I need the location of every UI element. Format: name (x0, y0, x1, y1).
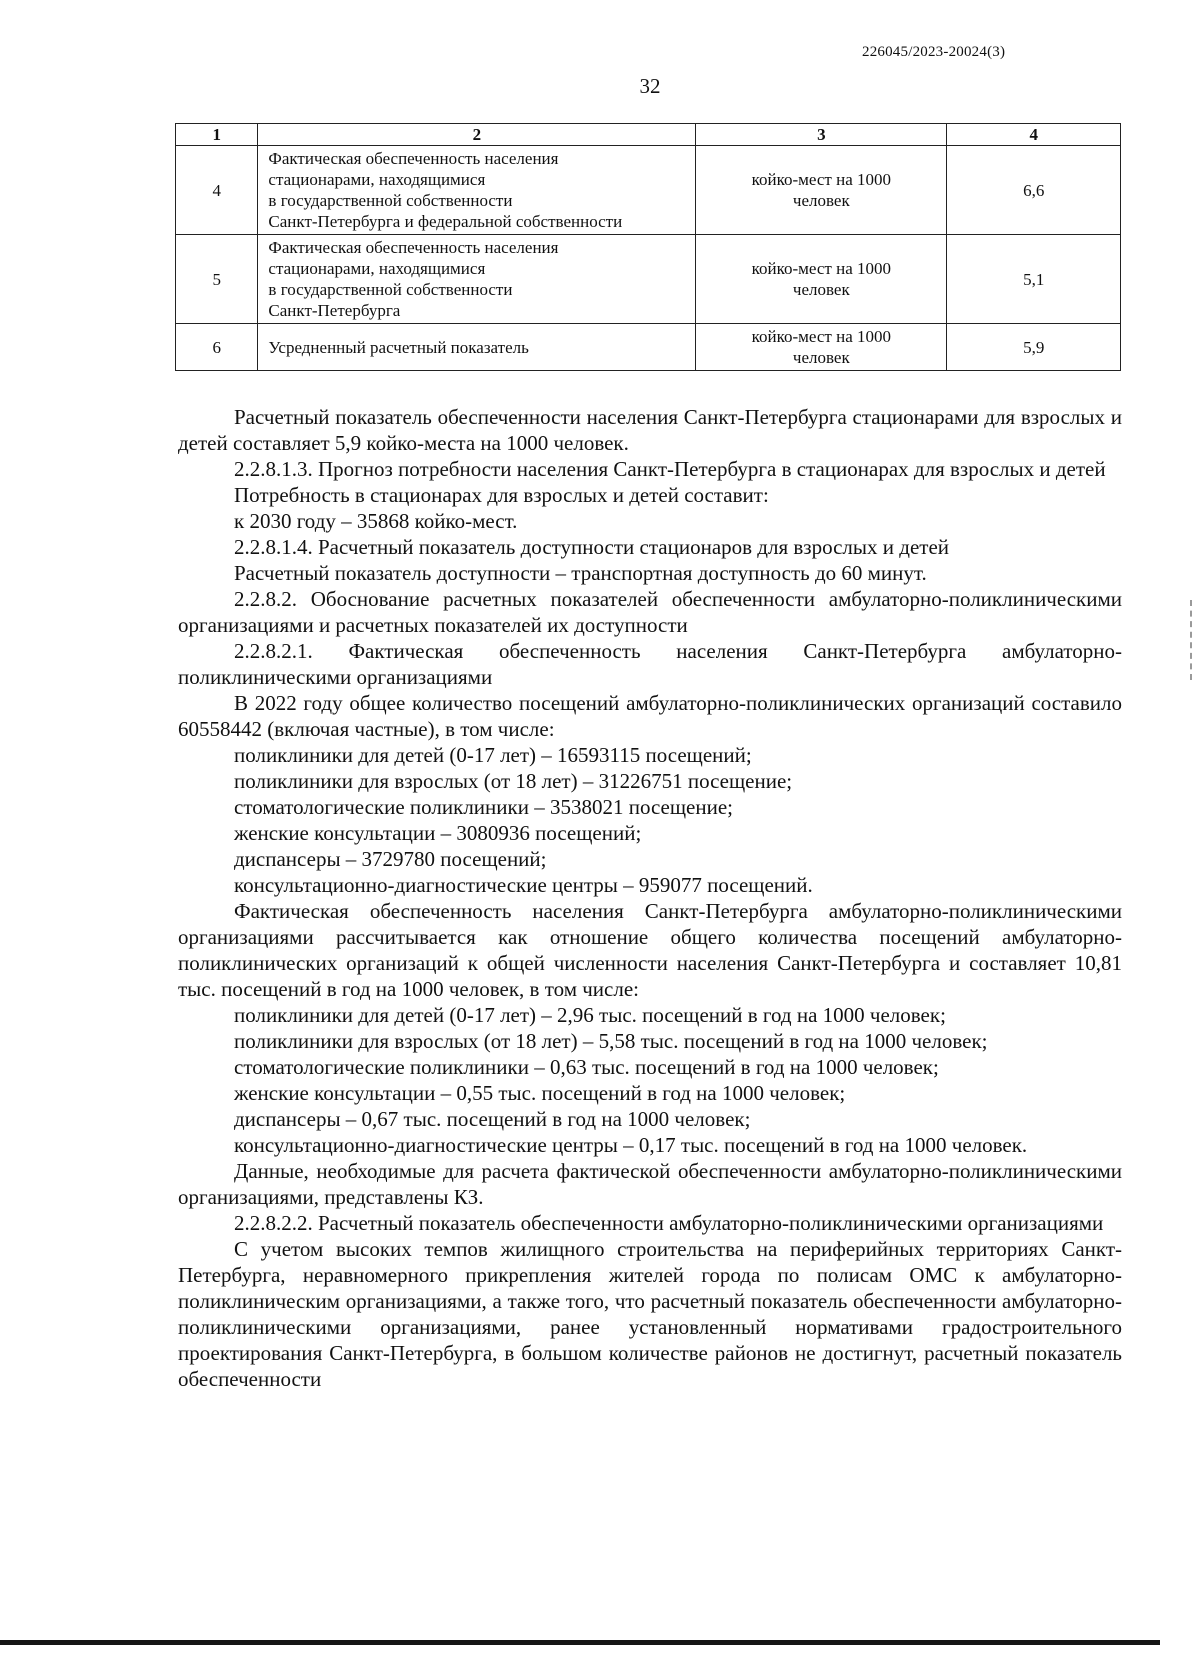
list-item: поликлиники для взрослых (от 18 лет) – 31226751 посещение; (234, 769, 793, 793)
value-cell: 6,6 (947, 146, 1121, 235)
header-cell: 1 (176, 124, 258, 146)
list-item: женские консультации – 0,55 тыс. посещений в год на 1000 человек; (234, 1081, 846, 1105)
value-cell: 5,1 (947, 235, 1121, 324)
indicator-name (258, 235, 696, 324)
row-number: 6 (176, 324, 258, 371)
indicator-line: Санкт-Петербурга и федеральной собственности (268, 212, 623, 231)
paragraph: С учетом высоких темпов жилищного строительства на периферийных территориях Санкт-Петербурга, неравномерного прикрепления жителей города по полисам ОМС к амбулаторно-поликлиническим организациями, а также того, что расчетный показатель обеспеченности амбулаторно-поликлиническими организациями, ранее установленный нормативами градостроительного проектирования Санкт-Петербурга, в большом количестве районов не достигнут, расчетный показатель обеспеченности (178, 1237, 1122, 1391)
unit-cell (696, 146, 947, 235)
value-cell: 5,9 (947, 324, 1121, 371)
paragraph: Данные, необходимые для расчета фактической обеспеченности амбулаторно-поликлиническими организациями, представлены КЗ. (178, 1159, 1122, 1209)
indicator-line: Фактическая обеспеченность населения (268, 238, 559, 257)
list-item: консультационно-диагностические центры – 0,17 тыс. посещений в год на 1000 человек. (234, 1133, 1028, 1157)
unit-line: человек (792, 280, 850, 299)
list-item: стоматологические поликлиники – 0,63 тыс. посещений в год на 1000 человек; (234, 1055, 939, 1079)
table-row (176, 146, 1121, 235)
list-item: поликлиники для детей (0-17 лет) – 2,96 тыс. посещений в год на 1000 человек; (234, 1003, 946, 1027)
table-header-row (176, 124, 1121, 146)
list-item: консультационно-диагностические центры – 959077 посещений. (234, 873, 813, 897)
unit-cell (696, 235, 947, 324)
paragraph: Расчетный показатель обеспеченности населения Санкт-Петербурга стационарами для взрослых и детей составляет 5,9 койко-места на 1000 человек. (178, 405, 1122, 455)
row-number: 5 (176, 235, 258, 324)
header-cell: 4 (947, 124, 1121, 146)
list-item: женские консультации – 3080936 посещений; (234, 821, 642, 845)
paragraph: В 2022 году общее количество посещений амбулаторно-поликлинических организаций составило 60558442 (включая частные), в том числе: (178, 691, 1122, 741)
unit-line: койко-мест на 1000 (751, 170, 892, 189)
list-item: поликлиники для взрослых (от 18 лет) – 5,58 тыс. посещений в год на 1000 человек; (234, 1029, 988, 1053)
indicator-line: Усредненный расчетный показатель (268, 337, 529, 357)
document-id: 226045/2023-20024(3) (862, 44, 1006, 60)
header-cell: 2 (258, 124, 696, 146)
indicator-line: Фактическая обеспеченность населения (268, 149, 559, 168)
header-cell: 3 (696, 124, 947, 146)
section-heading: 2.2.8.1.4. Расчетный показатель доступности стационаров для взрослых и детей (234, 535, 950, 559)
section-heading: 2.2.8.1.3. Прогноз потребности населения Санкт-Петербурга в стационарах для взрослых и детей (234, 457, 1106, 481)
row-number: 4 (176, 146, 258, 235)
indicator-line: стационарами, находящимися (268, 259, 486, 278)
indicator-name (258, 146, 696, 235)
scan-bottom-edge (0, 1640, 1160, 1645)
scan-edge-mark (1190, 600, 1194, 680)
unit-line: койко-мест на 1000 (751, 259, 892, 278)
unit-cell (696, 324, 947, 371)
paragraph: Расчетный показатель доступности – транспортная доступность до 60 минут. (234, 561, 927, 585)
unit-line: человек (792, 348, 850, 367)
table-row (176, 235, 1121, 324)
body-text (178, 404, 1122, 1392)
indicator-line: стационарами, находящимися (268, 170, 486, 189)
indicator-name (258, 324, 696, 371)
paragraph: Фактическая обеспеченность населения Санкт-Петербурга амбулаторно-поликлиническими организациями рассчитывается как отношение общего количества посещений амбулаторно-поликлинических организаций к общей численности населения Санкт-Петербурга и составляет 10,81 тыс. посещений в год на 1000 человек, в том числе: (178, 899, 1122, 1001)
indicator-line: в государственной собственности (268, 191, 513, 210)
unit-line: человек (792, 191, 850, 210)
unit-line: койко-мест на 1000 (751, 327, 892, 346)
list-item: поликлиники для детей (0-17 лет) – 16593115 посещений; (234, 743, 752, 767)
paragraph: Потребность в стационарах для взрослых и детей составит: (234, 483, 769, 507)
paragraph: к 2030 году – 35868 койко-мест. (234, 509, 518, 533)
table-row (176, 324, 1121, 371)
list-item: диспансеры – 0,67 тыс. посещений в год на 1000 человек; (234, 1107, 751, 1131)
list-item: стоматологические поликлиники – 3538021 посещение; (234, 795, 733, 819)
section-heading: 2.2.8.2.1. Фактическая обеспеченность населения Санкт-Петербурга амбулаторно-поликлиническими организациями (178, 639, 1122, 689)
indicator-line: в государственной собственности (268, 280, 513, 299)
section-heading: 2.2.8.2.2. Расчетный показатель обеспеченности амбулаторно-поликлиническими организациями (234, 1211, 1104, 1235)
indicator-line: Санкт-Петербурга (268, 301, 401, 320)
list-item: диспансеры – 3729780 посещений; (234, 847, 547, 871)
page-number: 32 (639, 74, 661, 98)
indicators-table (175, 123, 1121, 371)
section-heading: 2.2.8.2. Обоснование расчетных показателей обеспеченности амбулаторно-поликлиническими организациями и расчетных показателей их доступности (178, 587, 1122, 637)
